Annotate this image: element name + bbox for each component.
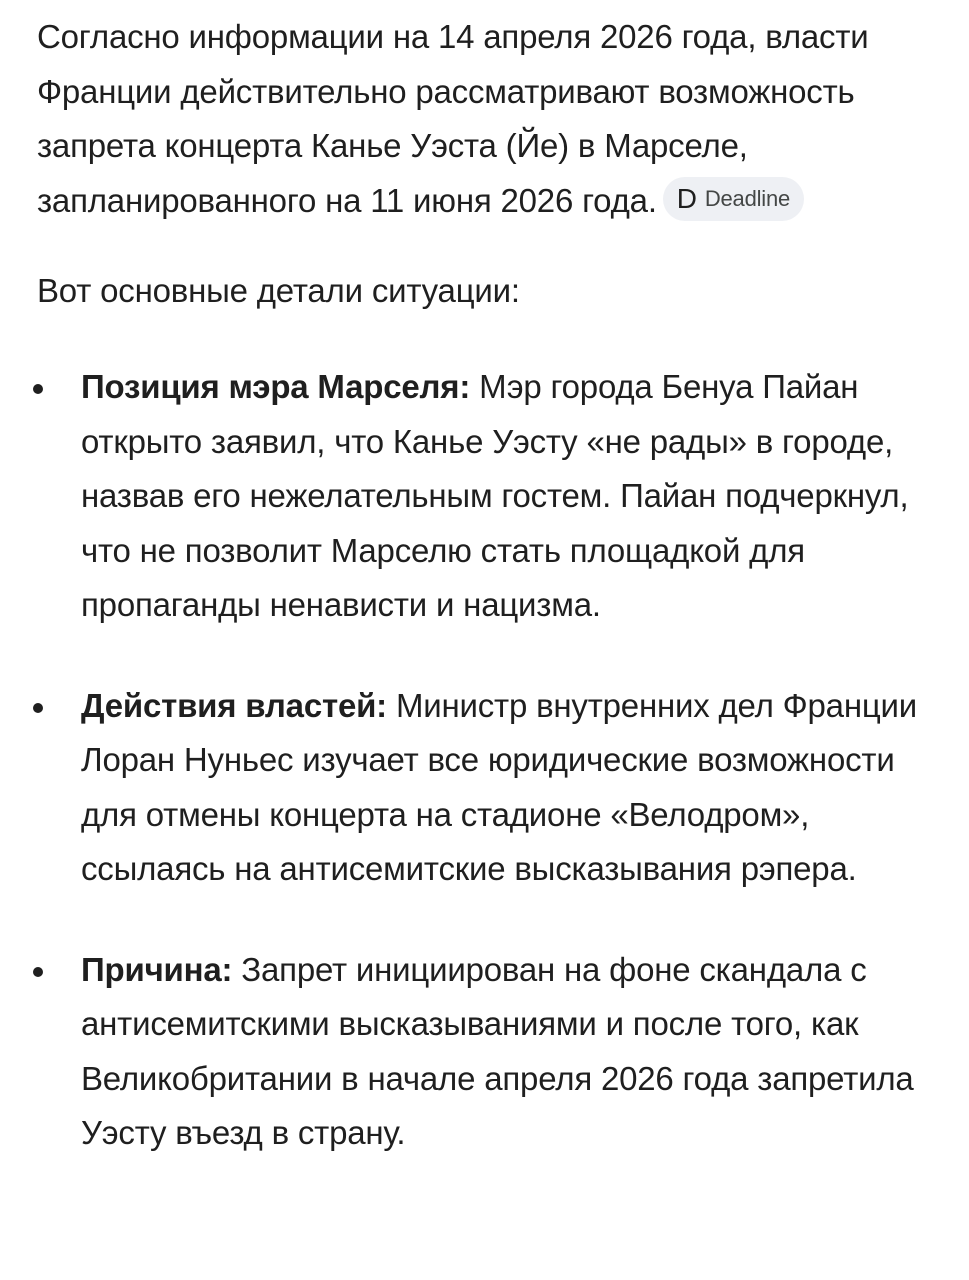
list-item-title: Причина: xyxy=(81,950,233,988)
list-item xyxy=(37,360,935,633)
source-chip-label: Deadline xyxy=(704,185,791,211)
list-item xyxy=(37,679,935,897)
list-item-text: Запрет инициирован на фоне скандала с антисемитскими высказываниями и после того, как Великобритании в начале апреля 2026 года запретила Уэсту въезд в страну. xyxy=(81,950,914,1151)
bullet-dot-icon xyxy=(33,384,43,394)
bullet-dot-icon xyxy=(33,967,43,977)
list-item-text: Министр внутренних дел Франции Лоран Нуньес изучает все юридические возможности для отмены концерта на стадионе «Велодром», ссылаясь на антисемитские высказывания рэпера. xyxy=(81,686,918,887)
list-item-title: Действия властей: xyxy=(81,686,387,724)
lead-paragraph: Вот основные детали ситуации: xyxy=(37,272,520,309)
list-item-title: Позиция мэра Марселя: xyxy=(81,368,471,405)
list-item xyxy=(37,943,935,1161)
bullet-dot-icon xyxy=(33,703,43,713)
intro-paragraph xyxy=(37,10,935,228)
deadline-logo-icon: D xyxy=(676,182,697,214)
details-list xyxy=(37,360,935,1161)
intro-text: Согласно информации на 14 апреля 2026 года, власти Франции действительно рассматривают возможность запрета концерта Канье Уэста (Йе) в Марселе, запланированного на 11 июня 2026 года. xyxy=(37,18,869,219)
list-item-text: Мэр города Бенуа Пайан открыто заявил, что Канье Уэсту «не рады» в городе, назвав его нежелательным гостем. Пайан подчеркнул, что не позволит Марселю стать площадкой для пропаганды ненависти и нацизма. xyxy=(81,368,909,623)
source-chip-deadline[interactable] xyxy=(663,177,804,221)
